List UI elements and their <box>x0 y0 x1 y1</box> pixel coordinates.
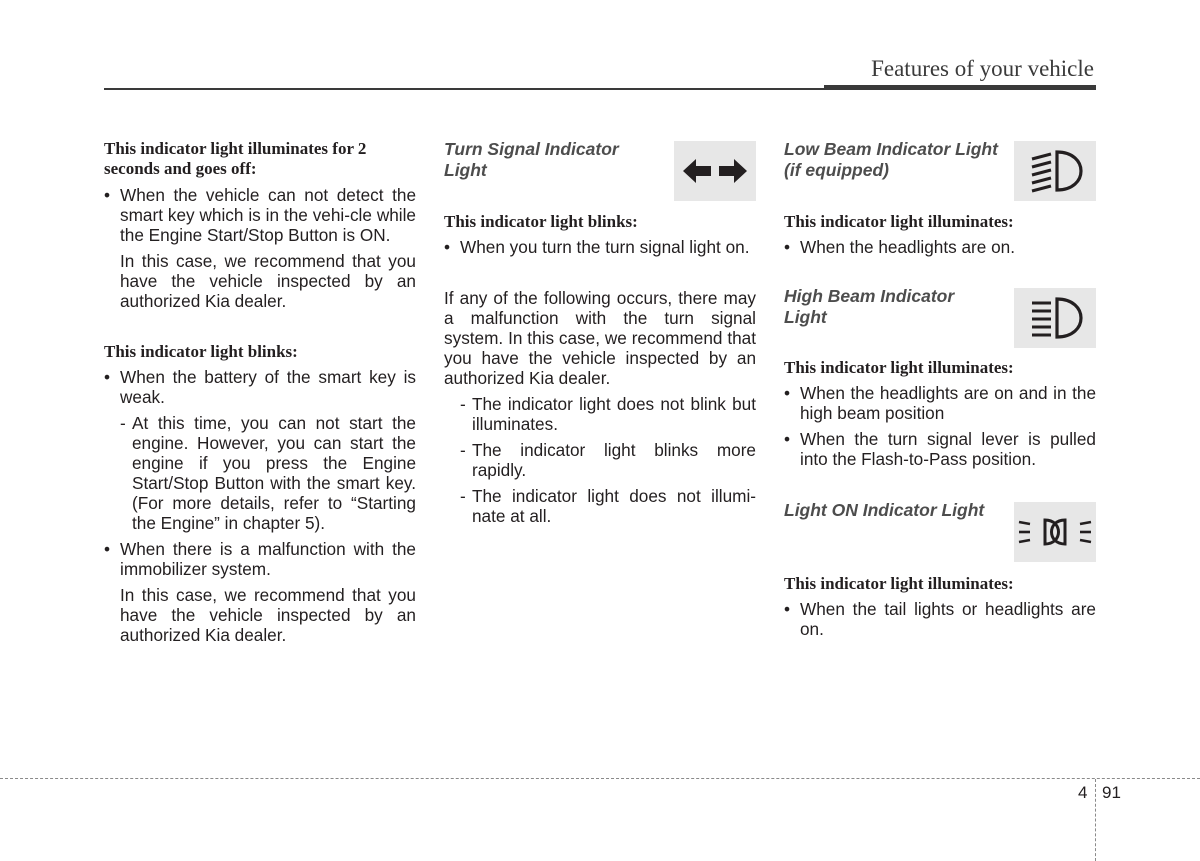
dash-list <box>104 413 416 533</box>
page-number: 91 <box>1102 783 1121 802</box>
bullet-item <box>104 539 416 579</box>
bullet-item <box>784 383 1096 423</box>
column-smart-key <box>104 139 416 645</box>
section-header <box>784 286 1096 348</box>
dash-item: - The indicator light blinks more rapidly. <box>444 440 756 480</box>
section-header <box>784 500 1096 562</box>
section-title: High Beam Indicator Light <box>784 286 955 327</box>
dash-list <box>444 394 756 526</box>
note-text: In this case, we recommend that you have the vehicle inspected by an authorized Kia dealer. <box>120 585 416 645</box>
bullet-text: When the turn signal lever is pulled into the Flash-to-Pass position. <box>800 429 1096 469</box>
dash-item: - At this time, you can not start the engine. However, you can start the engine if you press the Engine Start/Stop Button with the smart key. (For more details, refer to “Starting the Engine” in chapter 5). <box>104 413 416 533</box>
turn-signal-arrows-icon <box>674 141 756 201</box>
header-title: Features of your vehicle <box>871 56 1094 81</box>
column-turn-signal <box>444 139 756 526</box>
bullet-list <box>104 185 416 245</box>
section-header <box>784 139 1096 201</box>
section-header <box>444 139 756 201</box>
section-title: Light ON Indicator Light <box>784 500 985 520</box>
bullet-list <box>784 599 1096 639</box>
section-heading: This indicator light illuminates: <box>784 574 1014 593</box>
bullet-list <box>784 383 1096 469</box>
header-rule-accent <box>824 85 1096 90</box>
footer-divider <box>0 778 1200 779</box>
bullet-list <box>104 539 416 579</box>
section-heading: This indicator light blinks: <box>444 212 638 231</box>
section-heading: This indicator light illuminates: <box>784 358 1014 377</box>
bullet-text: When you turn the turn signal light on. <box>460 237 750 257</box>
column-beam-lights <box>784 139 1096 639</box>
paragraph: If any of the following occurs, there may a malfunction with the turn signal system. In this case, we recommend that you have the vehicle inspected by an authorized Kia dealer. <box>444 288 756 388</box>
section-heading: This indicator light blinks: <box>104 342 298 361</box>
bullet-text: When the battery of the smart key is weak. <box>120 367 416 407</box>
dash-item: - The indicator light does not blink but illuminates. <box>444 394 756 434</box>
bullet-list <box>784 237 1096 257</box>
bullet-text: When the vehicle can not detect the smart key which is in the vehi-cle while the Engine Start/Stop Button is ON. <box>120 185 416 245</box>
section-heading: This indicator light illuminates: <box>784 212 1014 231</box>
bullet-text: When there is a malfunction with the immobilizer system. <box>120 539 416 579</box>
chapter-number: 4 <box>1078 783 1088 802</box>
bullet-text: When the headlights are on. <box>800 237 1015 257</box>
bullet-item <box>784 237 1096 257</box>
header-rule <box>104 88 824 90</box>
section-title: Turn Signal Indicator Light <box>444 139 619 180</box>
section-heading: This indicator light illuminates for 2 seconds and goes off: <box>104 139 367 178</box>
bullet-item <box>784 599 1096 639</box>
bullet-text: When the headlights are on and in the high beam position <box>800 383 1096 423</box>
section-title: Low Beam Indicator Light (if equipped) <box>784 139 998 180</box>
high-beam-icon <box>1014 288 1096 348</box>
bullet-text: When the tail lights or headlights are on. <box>800 599 1096 639</box>
bullet-item <box>104 185 416 245</box>
bullet-list <box>444 237 756 257</box>
note-text: In this case, we recommend that you have the vehicle inspected by an authorized Kia dealer. <box>120 251 416 311</box>
bullet-list <box>104 367 416 407</box>
dash-item: - The indicator light does not illumi-nate at all. <box>444 486 756 526</box>
bullet-item <box>444 237 756 257</box>
bullet-item <box>784 429 1096 469</box>
tail-light-icon <box>1014 502 1096 562</box>
bullet-item <box>104 367 416 407</box>
footer-vertical-divider <box>1095 779 1096 861</box>
low-beam-icon <box>1014 141 1096 201</box>
